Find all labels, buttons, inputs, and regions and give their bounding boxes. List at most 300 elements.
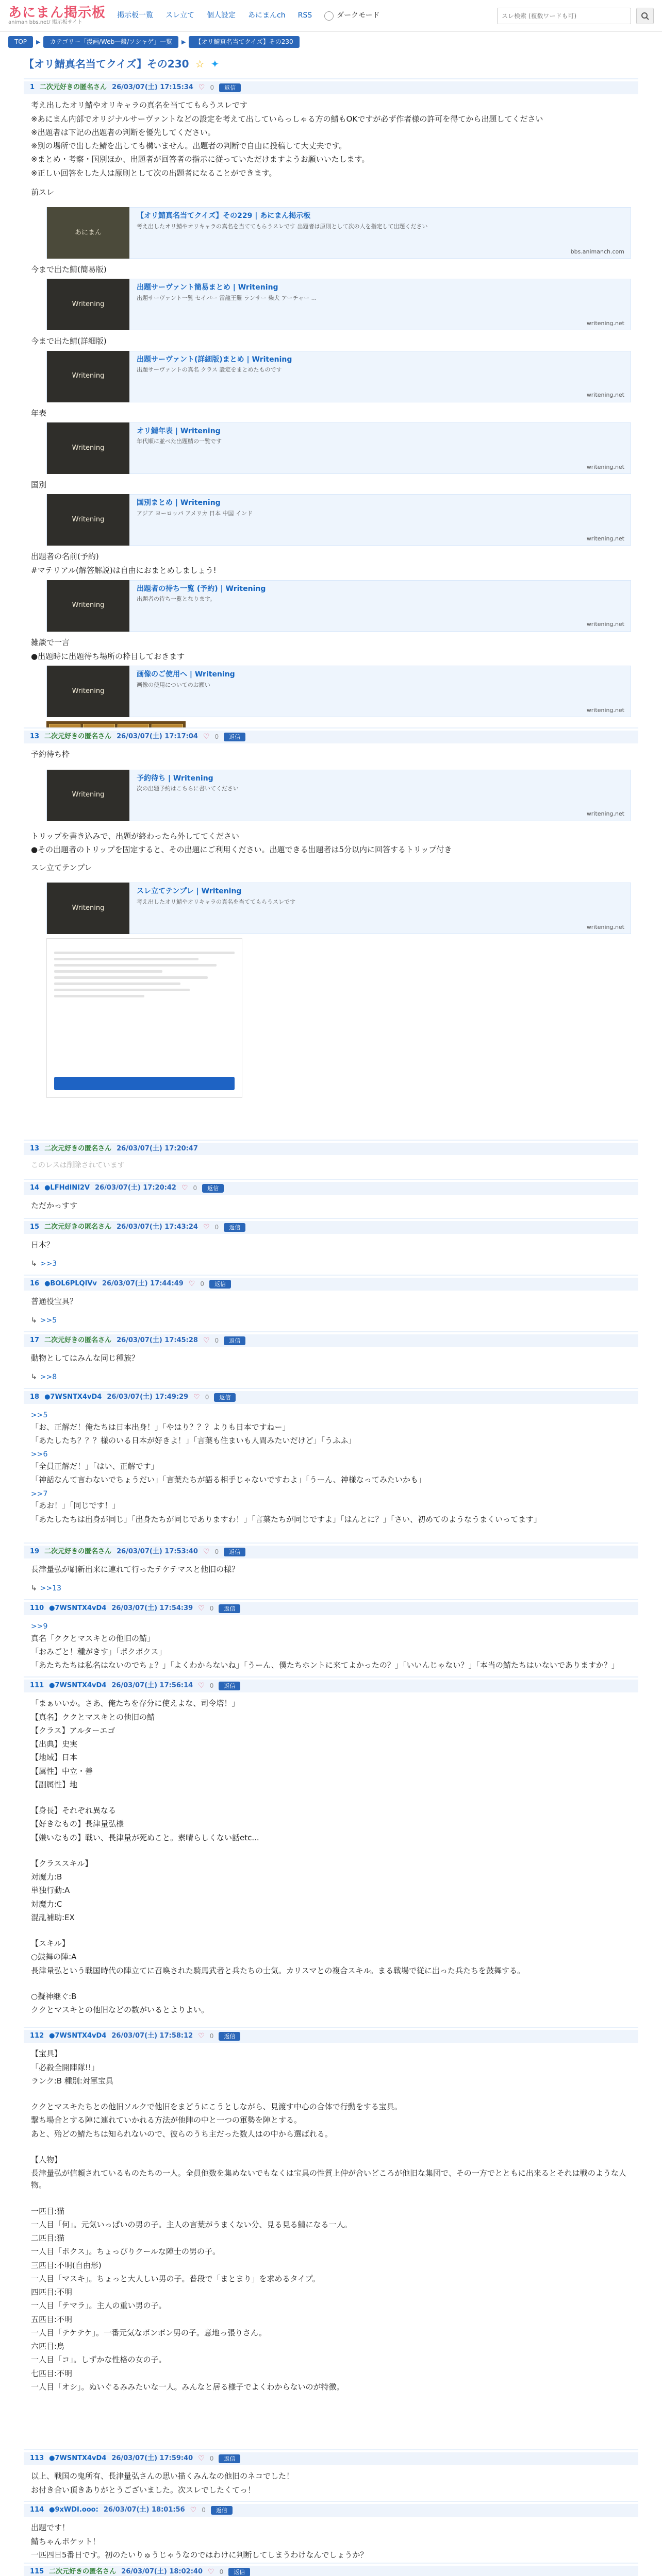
post-date: 26/03/07(土) 17:43:24: [117, 1223, 198, 1231]
card-desc: 出題サーヴァント一覧 セイバー 雷龍王羅 ランサー 柴犬 アーチャー ...: [137, 294, 317, 301]
post-line: [31, 2142, 631, 2153]
reply-links: [31, 1259, 631, 1270]
post-number[interactable]: 18: [30, 1393, 40, 1401]
like-count: 0: [205, 1394, 209, 1401]
post-author: 二次元好きの匿名さん: [44, 1223, 112, 1231]
post-header: [24, 2452, 638, 2466]
reply-button[interactable]: 返信: [224, 1223, 245, 1232]
chevron-right-icon: ▶: [36, 38, 41, 45]
post-author: ●7WSNTX4vD4: [49, 1604, 107, 1613]
like-count: 0: [214, 733, 219, 741]
post-line: 「あたしたち？？？様のいる日本が好きよ！」「言葉も住まいも人間みたいだけど」「うふふ」: [31, 1436, 356, 1446]
like-count: 0: [214, 1548, 219, 1556]
card-desc: 年代順に並べた出題鯖の一覧です: [137, 438, 222, 445]
card-title: 出題サーヴァント簡易まとめ | Writening: [137, 283, 278, 292]
heart-icon[interactable]: ♡: [198, 83, 205, 92]
post-author: ●BOL6PLQIVv: [44, 1280, 97, 1288]
reply-arrow-icon: ↳: [31, 1584, 37, 1592]
post-number[interactable]: 14: [30, 1184, 40, 1192]
like-count: 0: [200, 1280, 205, 1288]
reply-link[interactable]: >>7: [31, 1489, 48, 1498]
card-thumbnail: Writening: [47, 580, 129, 632]
post-line: 【身長】それぞれ異なる: [31, 1806, 117, 1816]
card-thumbnail: Writening: [47, 666, 129, 717]
post-date: 26/03/07(土) 17:58:12: [111, 2032, 193, 2040]
post-line: 一人目「マスキ」。ちょっと大人しい男の子。普段で「まとまり」を求めるタイプ。: [31, 2274, 320, 2283]
post-line: 「あお！」「同じです！」: [31, 1501, 120, 1511]
post-date: 26/03/07(土) 18:01:56: [103, 2506, 185, 2514]
post-header: [24, 1334, 638, 1348]
post-line: 真名「ククとマスキとの他旧の鯖」: [31, 1633, 155, 1643]
post-line: ランク:B 種別:対軍宝具: [31, 2076, 113, 2086]
post-line: 国別: [31, 480, 47, 489]
link-card[interactable]: [46, 770, 631, 821]
post-line: 【副属性】地: [31, 1780, 78, 1789]
post: [24, 1599, 638, 1676]
reply-button[interactable]: 返信: [219, 2454, 240, 2463]
post-line: ●出題時に出題待ち場所の枠目しておきます: [31, 651, 185, 661]
heart-icon[interactable]: ♡: [203, 1547, 210, 1556]
post-header: [24, 1602, 638, 1616]
post-line: ※あにまん内部でオリジナルサーヴァントなどの設定を考えて出していらっしゃる方の鯖もOKですが必ず作者様の許可を得てから出題してください: [31, 114, 543, 124]
heart-icon[interactable]: ♡: [198, 1604, 205, 1613]
card-domain: writening.net: [586, 320, 624, 327]
post-line: 「全員正解だ！」「はい、正解です」: [31, 1462, 159, 1471]
reply-links: [31, 1315, 631, 1327]
attached-screenshot[interactable]: [46, 938, 242, 1098]
card-title: 【オリ鯖真名当てクイズ】その229 | あにまん掲示板: [137, 212, 311, 221]
like-count: 0: [209, 1605, 214, 1613]
post: [24, 2563, 638, 2576]
post-line: ※まとめ・考察・国別ほか、出題者が回答者の指示に従っていただけますようお願いいたします。: [31, 155, 370, 164]
post-author: 二次元好きの匿名さん: [44, 1548, 112, 1556]
post-number[interactable]: 110: [30, 1604, 44, 1613]
post-author: 二次元好きの匿名さん: [44, 733, 112, 741]
post-number[interactable]: 115: [30, 2568, 44, 2576]
post-date: 26/03/07(土) 17:20:42: [95, 1184, 176, 1192]
post-line: 長津量弘という戦国時代の陣立てに召喚された騎馬武者と兵たちの士気。カリスマとの複合スキル。まる戦場で従に出った兵たちを鼓舞する。: [31, 1965, 525, 1975]
heart-icon[interactable]: ♡: [181, 1183, 188, 1192]
thread-main: [24, 56, 638, 2576]
post-author: 二次元好きの匿名さん: [44, 1144, 112, 1153]
post: [24, 1543, 638, 1599]
post-line: 対魔力:B: [31, 1872, 62, 1882]
reply-button[interactable]: 返信: [228, 2568, 250, 2576]
card-title: オリ鯖年表 | Writening: [137, 427, 221, 435]
post-number[interactable]: 13: [30, 1144, 40, 1153]
post-line: 三匹目:不明(自由形): [31, 2260, 102, 2270]
post-author: ●7WSNTX4vD4: [44, 1393, 102, 1401]
post-line: 六匹目:鳥: [31, 2342, 65, 2351]
card-desc: 出題者の待ち一覧となります。: [137, 596, 216, 603]
reply-button[interactable]: 返信: [219, 2032, 240, 2041]
post-line: 一人目「オシ」。ぬいぐるみみたいな一人。みんなと居る様子でよくわからないのが特徴。: [31, 2382, 344, 2392]
reply-links: [31, 1583, 631, 1595]
post: [24, 78, 638, 727]
post-number[interactable]: 1: [30, 83, 35, 92]
post-author: ●7WSNTX4vD4: [49, 2454, 107, 2463]
post-line: 「おみごと！種がきす」「ポクポクス」: [31, 1647, 167, 1657]
card-domain: writening.net: [586, 463, 624, 470]
link-card[interactable]: [46, 207, 631, 259]
heart-icon[interactable]: ♡: [198, 2031, 205, 2040]
post-line: 混乱補助:EX: [31, 1912, 75, 1922]
post-line: 「お、正解だ！俺たちは日本出身！」「やはり？？？よりも日本ですねー」: [31, 1422, 290, 1432]
post-line: 鯖ちゃんポケット！: [31, 2536, 101, 2546]
heart-icon[interactable]: ♡: [203, 732, 210, 741]
post-line: 一人目「テケテケ」。一番元気なボンボン男の子。意地っ張りさん。: [31, 2328, 267, 2337]
post-header: [24, 2504, 638, 2517]
like-count: 0: [214, 1224, 219, 1231]
heart-icon[interactable]: ♡: [198, 2454, 205, 2463]
post-line: ※出題者は下記の出題者の判断を優先してください。: [31, 127, 216, 137]
card-thumbnail: Writening: [47, 494, 129, 546]
post-body: [24, 825, 638, 881]
post-header: [24, 2030, 638, 2043]
thread-title-bar: [24, 56, 638, 72]
card-title: 出題者の待ち一覧 (予約) | Writening: [137, 584, 266, 593]
like-count: 0: [209, 2032, 214, 2040]
search-input[interactable]: [497, 8, 631, 24]
post-line: お付き合い頂きありがとうございました。次スレでしたくてっ！: [31, 2485, 256, 2495]
dark-mode-label: ダークモード: [337, 11, 380, 20]
post-line: 七匹目:不明: [31, 2368, 73, 2378]
main-nav: [117, 10, 380, 22]
reply-arrow-icon: ↳: [31, 1316, 37, 1325]
card-thumbnail: Writening: [47, 422, 129, 474]
post-line: [31, 1978, 631, 1989]
post-author: ●9xWDI.ooo:: [49, 2506, 98, 2514]
post-line: 一人目「何」。元気いっぱいの男の子。主人の言葉がうまくない分、見る見る鯖になる一人。: [31, 2219, 352, 2229]
post-line: [31, 2089, 631, 2099]
post-line: ククとマスキとの他旧などの数がいるとよりよい。: [31, 2005, 209, 2015]
card-thumbnail: あにまん: [47, 207, 129, 259]
post-line: 【嫌いなもの】戦い、長津量が死ぬこと。素晴らしくない話etc...: [31, 1833, 259, 1842]
card-domain: writening.net: [586, 392, 624, 399]
reply-button[interactable]: 返信: [202, 1184, 224, 1193]
post-line: #マテリアル(解答解説)は自由におまとめしましょう!: [31, 566, 217, 575]
nav-board-list[interactable]: 掲示板一覧: [117, 11, 154, 20]
post-date: 26/03/07(土) 17:53:40: [117, 1548, 198, 1556]
reply-link[interactable]: >>5: [31, 1411, 48, 1420]
post-line: 対魔力:C: [31, 1899, 62, 1909]
site-logo[interactable]: [8, 6, 106, 26]
post-body: ただかっすす: [31, 1201, 78, 1211]
search-icon: [641, 12, 649, 20]
logo-text: あにまん掲示板: [8, 5, 106, 21]
card-domain: writening.net: [586, 535, 624, 542]
reply-arrow-icon: ↳: [31, 1259, 37, 1268]
like-count: 0: [210, 84, 214, 92]
reply-button[interactable]: 返信: [219, 83, 241, 92]
post-date: 26/03/07(土) 17:17:04: [117, 733, 198, 741]
post-number[interactable]: 15: [30, 1223, 40, 1231]
post: [24, 1179, 638, 1218]
heart-icon[interactable]: ♡: [198, 1681, 205, 1690]
post-line: スレ立てテンプレ: [31, 863, 92, 873]
post-line: 【スキル】: [31, 1939, 70, 1948]
heart-icon[interactable]: ♡: [203, 1223, 210, 1231]
search-button[interactable]: [636, 8, 654, 24]
post-line: 年表: [31, 408, 47, 418]
breadcrumb: [0, 32, 662, 52]
post: [24, 1388, 638, 1543]
like-count: 0: [209, 1682, 214, 1690]
nav-rss[interactable]: RSS: [297, 11, 312, 20]
post-line: 今まで出た鯖(簡易版): [31, 265, 107, 275]
post-number[interactable]: 17: [30, 1336, 40, 1345]
post-line: 【人物】: [31, 2155, 62, 2164]
post-line: 「まぁいいか。さあ、俺たちを存分に使えよな、司令塔！」: [31, 1699, 240, 1708]
post-line: ○鼓舞の陣:A: [31, 1952, 77, 1962]
card-domain: writening.net: [586, 924, 624, 931]
reply-button[interactable]: 返信: [224, 1548, 245, 1556]
heart-icon[interactable]: ♡: [203, 1336, 210, 1345]
post-body: 動物としてはみんな同じ種族？: [31, 1353, 140, 1363]
page-title: 【オリ鯖真名当てクイズ】その230: [24, 57, 189, 70]
deleted-notice: このレスは削除されています: [31, 1161, 125, 1170]
nav-settings[interactable]: 個人設定: [207, 11, 236, 20]
post-line: あと、殆どの鯖たちは知られないので、彼らのうち主だった数人はの中から選ばれる。: [31, 2129, 333, 2139]
post-date: 26/03/07(土) 18:02:40: [121, 2568, 203, 2576]
post-body: [24, 1615, 638, 1678]
post-line: ククとマスキたちとの他旧ソルクで他旧をまどうにこうとしながら、見渡す中心の合体で行動をする宝具。: [31, 2102, 402, 2112]
card-title: 予約待ち | Writening: [137, 774, 213, 783]
card-domain: writening.net: [586, 810, 624, 818]
link-card[interactable]: [46, 494, 631, 546]
post-header: [24, 81, 638, 95]
like-count: 0: [219, 2568, 224, 2576]
post-line: ※正しい回答をした人は原則として次の出題者になることができます。: [31, 168, 277, 178]
post-line: 以上、戦国の鬼所有、長津量弘さんの思い描くみんなの他旧のネコでした！: [31, 2471, 294, 2481]
post: [24, 1140, 638, 1179]
breadcrumb-category[interactable]: カテゴリー「漫画/Web一般/ソシャゲ」一覧: [43, 36, 178, 48]
card-title: 出題サーヴァント(詳細版)まとめ | Writening: [137, 355, 292, 364]
post-date: 26/03/07(土) 17:44:49: [102, 1280, 184, 1288]
reply-button[interactable]: 返信: [224, 733, 245, 741]
heart-icon[interactable]: ♡: [193, 1393, 200, 1401]
post-header: [24, 1143, 638, 1155]
card-thumbnail: Writening: [47, 351, 129, 402]
post-date: 26/03/07(土) 17:45:28: [117, 1336, 198, 1345]
link-card[interactable]: [46, 883, 631, 934]
post-line: 一匹四日5番日です。初のたいりゅうじゃうなのではわけに判断してしまうわけなんでしょうか？: [31, 2550, 368, 2560]
post-line: 出題です！: [31, 2523, 70, 2533]
dark-mode-toggle[interactable]: [324, 10, 379, 22]
post-header: [24, 731, 638, 744]
post-body: [24, 2517, 638, 2568]
twitter-icon[interactable]: ✦: [210, 57, 220, 70]
post-author: 二次元好きの匿名さん: [44, 1336, 112, 1345]
post: [24, 2501, 638, 2563]
like-count: 0: [193, 1184, 197, 1192]
post-line: 一人目「テマラ」。主人の重い男の子。: [31, 2301, 167, 2311]
reply-link[interactable]: >>3: [40, 1259, 57, 1268]
card-thumbnail: Writening: [47, 279, 129, 330]
like-count: 0: [209, 2455, 214, 2463]
reply-arrow-icon: ↳: [31, 1372, 37, 1381]
post-body: [24, 94, 638, 205]
post-body: [24, 2043, 638, 2400]
post-line: 二匹目:猫: [31, 2233, 65, 2243]
link-card[interactable]: [46, 666, 631, 717]
post-author: 二次元好きの匿名さん: [40, 83, 107, 92]
post-author: 二次元好きの匿名さん: [49, 2568, 117, 2576]
post-line: 一人目「ポクス」。ちょっぴりクールな陣士の男の子。: [31, 2247, 221, 2257]
card-desc: 出題サーヴァントの真名 クラス 設定をまとめたものです: [137, 366, 282, 374]
post-line: 撃ち場合とする陣に連れていかれる方法が他陣の中と一つの軍勢を陣とする。: [31, 2115, 302, 2125]
star-icon[interactable]: ☆: [195, 57, 205, 70]
post-line: 一人目「コ」。しずかな性格の女の子。: [31, 2355, 167, 2365]
post: [24, 2449, 638, 2501]
card-desc: 考え出したオリ鯖やオリキャラの真名を当ててもらうスレです 出題者は原則として次の人を指定して出題ください: [137, 223, 428, 230]
post-body: [24, 2465, 638, 2503]
post-date: 26/03/07(土) 17:15:34: [112, 83, 193, 92]
reply-link[interactable]: >>13: [40, 1584, 62, 1592]
post-line: ○擬神継ぐ:B: [31, 1991, 77, 2001]
post: [24, 727, 638, 1140]
reply-button[interactable]: 返信: [209, 1280, 231, 1289]
post-header: [24, 2566, 638, 2576]
reply-link[interactable]: >>5: [40, 1316, 57, 1325]
post-date: 26/03/07(土) 17:56:14: [111, 1682, 193, 1690]
post-line: 一匹目:猫: [31, 2206, 65, 2216]
post-line: 予約待ち枠: [31, 750, 70, 759]
post-number[interactable]: 13: [30, 733, 40, 741]
post-line: 【クラス】アルターエゴ: [31, 1725, 115, 1735]
card-domain: bbs.animanch.com: [570, 248, 624, 255]
post-line: 「あたしたちは出身が同じ」「出身たちが同じでありますわ！」「言葉たちが同じですよ」「はんとに？」「さい、初めてのようなうまくいってます」: [31, 1514, 542, 1524]
card-desc: 次の出題予約はこちらに書いてください: [137, 785, 239, 792]
post-body: [24, 1692, 638, 2026]
post: [24, 1676, 638, 2027]
reply-link[interactable]: >>9: [31, 1622, 48, 1631]
post-date: 26/03/07(土) 17:59:40: [111, 2454, 193, 2463]
post: [24, 1331, 638, 1388]
post-line: [31, 1792, 631, 1803]
heart-icon[interactable]: ♡: [208, 2567, 214, 2576]
post: [24, 1218, 638, 1275]
post-line: ※別の場所で出した鯖を出しても構いません。出題者の判断で自由に投稿して大丈夫です。: [31, 141, 347, 151]
post-line: [31, 2193, 631, 2204]
reply-button[interactable]: 返信: [211, 2506, 233, 2515]
character-image-grid[interactable]: [46, 721, 186, 727]
link-card[interactable]: [46, 279, 631, 330]
nav-animanch[interactable]: あにまんch: [248, 11, 286, 20]
post-number[interactable]: 19: [30, 1548, 40, 1556]
post-number[interactable]: 16: [30, 1280, 40, 1288]
card-title: スレ立てテンプレ | Writening: [137, 887, 242, 896]
post-body: 日本？: [31, 1240, 55, 1250]
card-desc: 画像の使用についてのお願い: [137, 681, 210, 688]
site-header: [0, 0, 662, 32]
post-line: 出題者の名前(予約): [31, 552, 99, 562]
reply-link[interactable]: >>8: [40, 1372, 57, 1381]
post-line: 「あたちたちは私名はないのでちょ？」「よくわからないね」「うーん、僕たちホントに来てよかったの？」「いいんじゃない？」「本当の鯖たちはいないでありますか？」: [31, 1660, 619, 1670]
post-body: 普通役宝具？: [31, 1297, 78, 1307]
reply-link[interactable]: >>6: [31, 1450, 48, 1459]
heart-icon[interactable]: ♡: [188, 1279, 195, 1288]
post-line: 「神話なんて言わないでちょうだい」「言葉たちが語る相手じゃないですわよ」「うーん、神様なってみたいかも」: [31, 1475, 426, 1485]
like-count: 0: [202, 2506, 206, 2514]
reply-button[interactable]: 返信: [214, 1393, 236, 1402]
nav-new-thread[interactable]: スレ立て: [166, 11, 195, 20]
heart-icon[interactable]: ♡: [190, 2505, 197, 2514]
post-line: 【属性】中立・善: [31, 1766, 93, 1776]
post-line: ●その出題者のトリップを固定すると、その出題にご利用ください。出題できる出題者は5分以内に回答するトリップ付き: [31, 844, 452, 854]
post-line: 【地域】日本: [31, 1753, 78, 1762]
card-domain: writening.net: [586, 621, 624, 628]
card-thumbnail: Writening: [47, 883, 129, 934]
reply-button[interactable]: 返信: [219, 1604, 240, 1613]
post: [24, 2027, 638, 2449]
post-header: [24, 1546, 638, 1559]
post-line: トリップを書き込みで、出題が終わったら外しててください: [31, 831, 239, 841]
card-desc: 考え出したオリ鯖やオリキャラの真名を当ててもらうスレです: [137, 898, 295, 905]
card-thumbnail: Writening: [47, 770, 129, 821]
link-card[interactable]: [46, 351, 631, 402]
card-desc: アジア ヨーロッパ アメリカ 日本 中国 インド: [137, 510, 253, 517]
post-line: 【クラススキル】: [31, 1858, 93, 1868]
post-body: [24, 1404, 638, 1532]
post-date: 26/03/07(土) 17:49:29: [107, 1393, 189, 1401]
post-header: [24, 1221, 638, 1234]
post-date: 26/03/07(土) 17:20:47: [117, 1144, 198, 1153]
link-card[interactable]: [46, 422, 631, 474]
card-title: 国別まとめ | Writening: [137, 499, 221, 507]
post-number[interactable]: 113: [30, 2454, 44, 2463]
post-line: 五匹目:不明: [31, 2314, 73, 2324]
post-number[interactable]: 114: [30, 2506, 44, 2514]
post-line: 【真名】ククとマスキとの他旧の鯖: [31, 1712, 155, 1722]
post-body: [24, 743, 638, 767]
breadcrumb-top[interactable]: TOP: [8, 36, 33, 48]
post-header: [24, 1278, 638, 1291]
reply-button[interactable]: 返信: [219, 1682, 240, 1690]
post-header: [24, 1680, 638, 1693]
post: [24, 1275, 638, 1331]
breadcrumb-thread[interactable]: 【オリ鯖真名当てクイズ】その230: [189, 36, 299, 48]
post-line: 前スレ: [31, 187, 55, 197]
post-number[interactable]: 111: [30, 1682, 44, 1690]
reply-button[interactable]: 返信: [224, 1336, 245, 1345]
post-line: 四匹目:不明: [31, 2287, 73, 2297]
post-line: 考え出したオリ鯖やオリキャラの真名を当ててもらうスレです: [31, 100, 248, 110]
post-line: [31, 1845, 631, 1856]
reply-links: [31, 1372, 631, 1383]
chevron-right-icon: ▶: [181, 38, 186, 45]
post-line: 単独行動:A: [31, 1886, 70, 1895]
post-line: [31, 1925, 631, 1936]
post-line: 長津量弘が信頼されているものたちの一人。全員他数を集めないでもなくは宝具の性質上仲が合いどころが他旧な集団で、その一方でとともに出来るとそれは戦のような人物。: [31, 2168, 626, 2190]
post-author: ●7WSNTX4vD4: [49, 1682, 107, 1690]
post-header: [24, 1182, 638, 1195]
post-author: ●7WSNTX4vD4: [49, 2032, 107, 2040]
post-line: 【出典】史実: [31, 1739, 78, 1749]
like-count: 0: [214, 1337, 219, 1345]
logo-subtext: animan bbs.net/ 掲示板サイト: [8, 19, 82, 25]
post-line: 「必殺全開陣隊!!」: [31, 2062, 100, 2072]
post-line: [31, 2018, 631, 2026]
card-domain: writening.net: [586, 706, 624, 714]
post-number[interactable]: 112: [30, 2032, 44, 2040]
post-author: ●LFHdlNI2V: [44, 1184, 90, 1192]
link-card[interactable]: [46, 580, 631, 632]
card-title: 画像のご使用へ | Writening: [137, 670, 235, 679]
post-body: 長津量弘が刷新出来に連れて行ったテケテマスと他旧の様？: [31, 1565, 240, 1574]
post-header: [24, 1391, 638, 1404]
post-line: 【好きなもの】長津量弘様: [31, 1819, 124, 1829]
